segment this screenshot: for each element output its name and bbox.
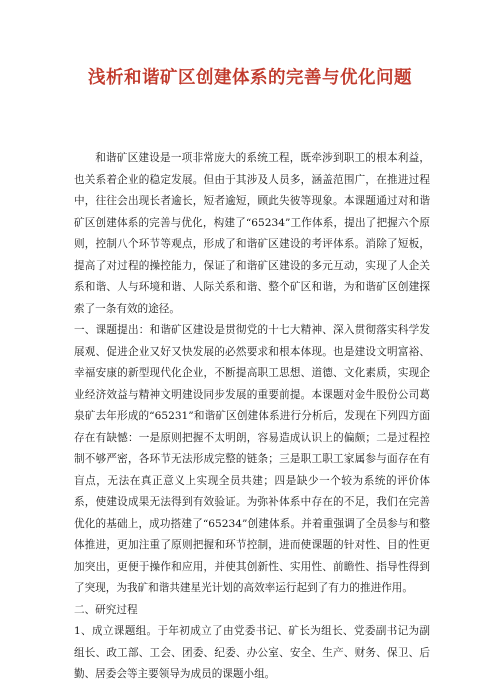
paragraph-step-1: 1、成立课题组。于年初成立了由党委书记、矿长为组长、党委副书记为副组长、政工部、工会、团委、纪委、办公室、安全、生产、财务、保卫、后勤、居委会等主要领导为成员的课题小组。: [74, 625, 430, 680]
document-title: 浅析和谐矿区创建体系的完善与优化问题: [88, 68, 412, 88]
heading-section-2: 二、研究过程: [74, 603, 138, 616]
paragraph-abstract: 和谐矿区建设是一项非常庞大的系统工程，既牵涉到职工的根本利益，也关系着企业的稳定发展。但由于其涉及人员多，涵盖范围广，在推进过程中，往往会出现长者逾长，短者逾短，顾此失彼等现象。本课题通过对和谐矿区创建体系的完善与优化，构建了“65234”工作体系，提出了把握六个原则，控制八个环节等观点，形成了和谐矿区建设的考评体系。消除了短板，提高了对过程的操控能力，保证了和谐矿区建设的多元互动，实现了人企关系和谐、人与环境和谐、人际关系和谐、整个矿区和谐，为和谐矿区创建探索了一条有效的途径。: [74, 152, 430, 315]
paragraph-section-1: 一、课题提出：和谐矿区建设是贯彻党的十七大精神、深入贯彻落实科学发展观、促进企业又好又快发展的必然要求和根本体现。也是建设文明富裕、幸福安康的新型现代化企业，不断提高职工思想、道德、文化素质，实现企业经济效益与精神文明建设同步发展的重要前提。本课题对金牛股份公司葛泉矿去年形成的“65231”和谐矿区创建体系进行分析后，发现在下列四方面存在有缺憾：一是原则把握不太明朗，容易造成认识上的偏颇；二是过程控制不够严密，各环节无法形成完整的链条；三是职工职工家属参与面存在有盲点，无法在真正意义上实现全员共建；四是缺少一个较为系统的评价体系，使建设成果无法得到有效验证。为弥补体系中存在的不足，我们在完善优化的基础上，成功搭建了“65234”创建体系。并着重强调了全员参与和整体推进，更加注重了原则把握和环节控制，进而使课题的针对性、目的性更加突出，更便于操作和应用，并使其创新性、实用性、前瞻性、指导性得到了突现，为我矿和谐共建星光计划的高效率运行起到了有力的推进作用。: [74, 324, 430, 594]
document-body: [74, 148, 430, 686]
